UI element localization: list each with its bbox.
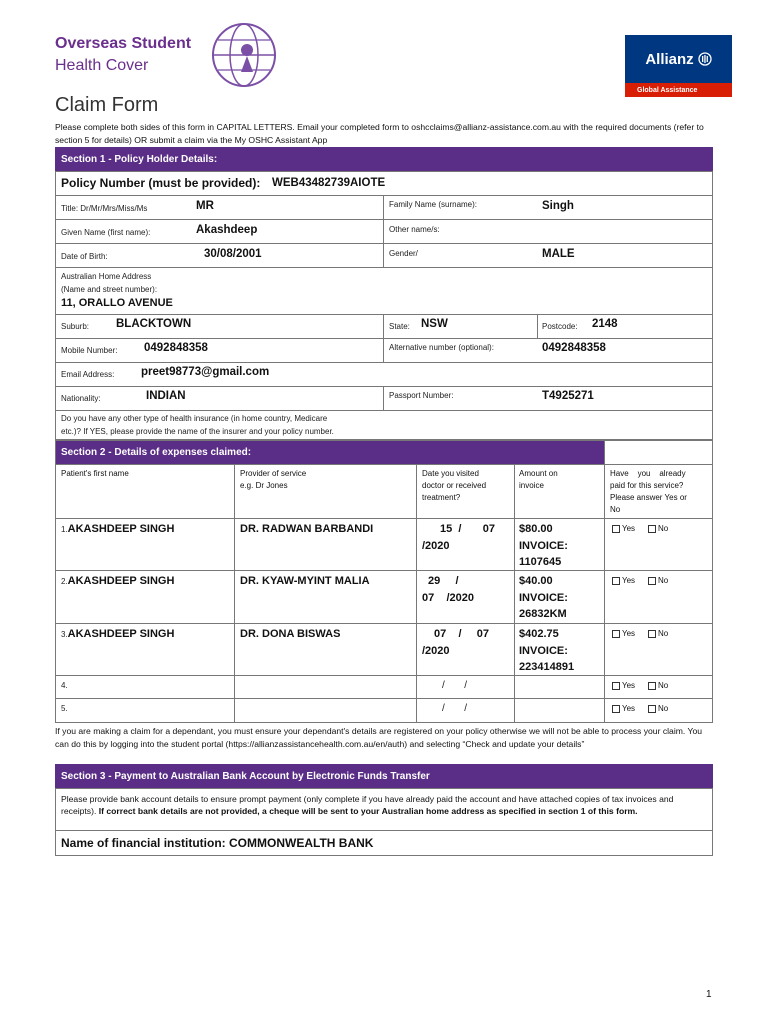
patient-name[interactable]: AKASHDEEP SINGH <box>67 575 175 587</box>
table-row-2-date-line-1[interactable]: 29 / <box>428 575 459 587</box>
other-insurance-question-1: Do you have any other type of health insurance (in home country, Medicare <box>61 414 328 423</box>
col-date-header-2: doctor or received <box>422 481 487 490</box>
financial-institution-row <box>61 836 373 850</box>
allianz-name: Allianz <box>645 50 694 68</box>
policy-number-value[interactable]: WEB43482739AIOTE <box>272 177 386 189</box>
col-amount-header-2: invoice <box>519 481 544 490</box>
col-provider-header-2: e.g. Dr Jones <box>240 481 288 490</box>
other-names-label: Other name/s: <box>389 225 440 234</box>
family-name-label: Family Name (surname): <box>389 200 478 209</box>
table-row-2-invoice-label: INVOICE: <box>519 592 568 604</box>
suburb-value[interactable]: BLACKTOWN <box>116 318 192 330</box>
table-row-1-date-line-1[interactable]: 15 / 07 <box>440 523 496 535</box>
col-date-header-1: Date you visited <box>422 469 479 478</box>
table-row-1-provider[interactable]: DR. RADWAN BARBANDI <box>240 523 374 535</box>
table-row-3-invoice-number[interactable]: 223414891 <box>519 661 575 673</box>
passport-value[interactable]: T4925271 <box>542 390 594 402</box>
gender-value[interactable]: MALE <box>542 248 575 260</box>
other-insurance-question-2: etc.)? If YES, please provide the name of the insurer and your policy number. <box>61 427 334 436</box>
yes-checkbox[interactable] <box>612 682 620 690</box>
postcode-value[interactable]: 2148 <box>592 318 618 330</box>
table-row-5-number: 5. <box>61 704 68 713</box>
brand-line-2: Health Cover <box>55 57 149 74</box>
suburb-label: Suburb: <box>61 322 90 331</box>
allianz-logo <box>625 35 732 97</box>
mobile-value[interactable]: 0492848358 <box>144 342 208 354</box>
col-provider-header-1: Provider of service <box>240 469 307 478</box>
nationality-value[interactable]: INDIAN <box>146 390 186 402</box>
table-row-1-date-line-2[interactable]: /2020 <box>422 540 450 552</box>
alt-number-value[interactable]: 0492848358 <box>542 342 606 354</box>
row-number: 1. <box>61 525 68 534</box>
state-label: State: <box>389 322 410 331</box>
table-row-1-invoice-label: INVOICE: <box>519 540 568 552</box>
policy-number-label: Policy Number (must be provided): <box>61 176 261 190</box>
table-row-3-yes[interactable]: Yes <box>612 629 635 638</box>
given-name-value[interactable]: Akashdeep <box>196 224 258 236</box>
no-checkbox[interactable] <box>648 577 656 585</box>
given-name-label: Given Name (first name): <box>61 228 151 237</box>
financial-institution-value[interactable]: COMMONWEALTH BANK <box>229 836 374 850</box>
yes-checkbox[interactable] <box>612 525 620 533</box>
no-checkbox[interactable] <box>648 630 656 638</box>
table-row-2-patient <box>61 573 174 590</box>
nationality-label: Nationality: <box>61 394 101 403</box>
table-row-3-date-line-1[interactable]: 07 / 07 <box>434 628 490 640</box>
financial-institution-label: Name of financial institution: <box>61 836 226 850</box>
table-row-2-no[interactable]: No <box>648 576 668 585</box>
table-row-1-no[interactable]: No <box>648 524 668 533</box>
intro-text: Please complete both sides of this form in CAPITAL LETTERS. Email your completed form to oshcclaims@allianz-assistance.com.au with the required documents (refer to section 5 for details) OR submit a claim via the My OSHC Assistant App <box>55 122 704 145</box>
dob-value[interactable]: 30/08/2001 <box>204 248 262 260</box>
table-row-4-yes[interactable]: Yes <box>612 681 635 690</box>
table-row-1-patient <box>61 521 174 538</box>
table-row-3-patient <box>61 626 174 643</box>
col-date-header-3: treatment? <box>422 493 461 502</box>
row-number: 2. <box>61 577 68 586</box>
row-number: 3. <box>61 630 68 639</box>
table-row-3-invoice-label: INVOICE: <box>519 645 568 657</box>
table-row-3-amount[interactable]: $402.75 <box>519 628 559 640</box>
table-row-3-provider[interactable]: DR. DONA BISWAS <box>240 628 341 640</box>
passport-label: Passport Number: <box>389 391 454 400</box>
title-label: Title: Dr/Mr/Mrs/Miss/Ms <box>61 204 148 213</box>
table-row-3-no[interactable]: No <box>648 629 668 638</box>
table-row-1-amount[interactable]: $80.00 <box>519 523 553 535</box>
table-row-2-date-line-2[interactable]: 07 /2020 <box>422 592 474 604</box>
table-row-4-no[interactable]: No <box>648 681 668 690</box>
col-paid-header-2: paid for this service? <box>610 481 684 490</box>
dependant-note: If you are making a claim for a dependant, you must ensure your dependant's details are registered on your policy otherwise we will not be able to process your claim. You can do this by logging into the student portal (https://allianzassistancehealth.com.au/en/auth) and selecting “Check and update your details” <box>55 726 703 749</box>
col-paid-header-1: Have you already <box>610 469 686 478</box>
mobile-label: Mobile Number: <box>61 346 118 355</box>
no-checkbox[interactable] <box>648 525 656 533</box>
bank-instructions-warning: If correct bank details are not provided, a cheque will be sent to your Australian home address as specified in section 1 of this form. <box>98 806 638 816</box>
table-row-2-provider[interactable]: DR. KYAW-MYINT MALIA <box>240 575 370 587</box>
col-paid-header-4: No <box>610 505 621 514</box>
patient-name[interactable]: AKASHDEEP SINGH <box>67 523 175 535</box>
table-row-1-yes[interactable]: Yes <box>612 524 635 533</box>
no-checkbox[interactable] <box>648 705 656 713</box>
alt-number-label: Alternative number (optional): <box>389 343 494 352</box>
section-3-heading: Section 3 - Payment to Australian Bank Account by Electronic Funds Transfer <box>55 764 713 788</box>
table-row-5-no[interactable]: No <box>648 704 668 713</box>
bank-instructions-text: Please provide bank account details to ensure prompt payment (only complete if you have already paid the account and have attached copies of tax invoices and receipts). <box>61 794 674 816</box>
allianz-subtitle: Global Assistance <box>625 83 732 97</box>
table-row-5-yes[interactable]: Yes <box>612 704 635 713</box>
email-label: Email Address: <box>61 370 115 379</box>
table-row-2-amount[interactable]: $40.00 <box>519 575 553 587</box>
address-label-line-1: Australian Home Address <box>61 272 152 281</box>
gender-label: Gender/ <box>389 249 418 258</box>
table-row-4-number: 4. <box>61 681 68 690</box>
table-row-2-yes[interactable]: Yes <box>612 576 635 585</box>
postcode-label: Postcode: <box>542 322 578 331</box>
col-amount-header-1: Amount on <box>519 469 558 478</box>
family-name-value[interactable]: Singh <box>542 200 574 212</box>
address-value[interactable]: 11, ORALLO AVENUE <box>61 297 173 309</box>
state-value[interactable]: NSW <box>421 318 448 330</box>
dob-label: Date of Birth: <box>61 252 108 261</box>
yes-checkbox[interactable] <box>612 630 620 638</box>
email-value[interactable]: preet98773@gmail.com <box>141 366 270 378</box>
page-number: 1 <box>706 989 712 1000</box>
globe-logo-icon <box>211 22 277 88</box>
patient-name[interactable]: AKASHDEEP SINGH <box>67 628 175 640</box>
section-2-heading: Section 2 - Details of expenses claimed: <box>55 440 604 464</box>
section-1-heading: Section 1 - Policy Holder Details: <box>55 147 713 171</box>
col-patient-header: Patient's first name <box>61 469 129 478</box>
table-row-4-date[interactable]: / / <box>442 680 468 691</box>
no-checkbox[interactable] <box>648 682 656 690</box>
table-row-5-date[interactable]: / / <box>442 703 468 714</box>
brand-line-1: Overseas Student <box>55 35 192 52</box>
page-title: Claim Form <box>55 94 159 116</box>
address-label-line-2: (Name and street number): <box>61 285 158 294</box>
title-value[interactable]: MR <box>196 200 214 212</box>
allianz-eagle-icon <box>698 52 712 66</box>
yes-checkbox[interactable] <box>612 577 620 585</box>
yes-checkbox[interactable] <box>612 705 620 713</box>
table-row-2-invoice-number[interactable]: 26832KM <box>519 608 567 620</box>
col-paid-header-3: Please answer Yes or <box>610 493 687 502</box>
bank-instructions <box>61 793 707 817</box>
table-row-3-date-line-2[interactable]: /2020 <box>422 645 450 657</box>
table-row-1-invoice-number[interactable]: 1107645 <box>519 556 562 568</box>
